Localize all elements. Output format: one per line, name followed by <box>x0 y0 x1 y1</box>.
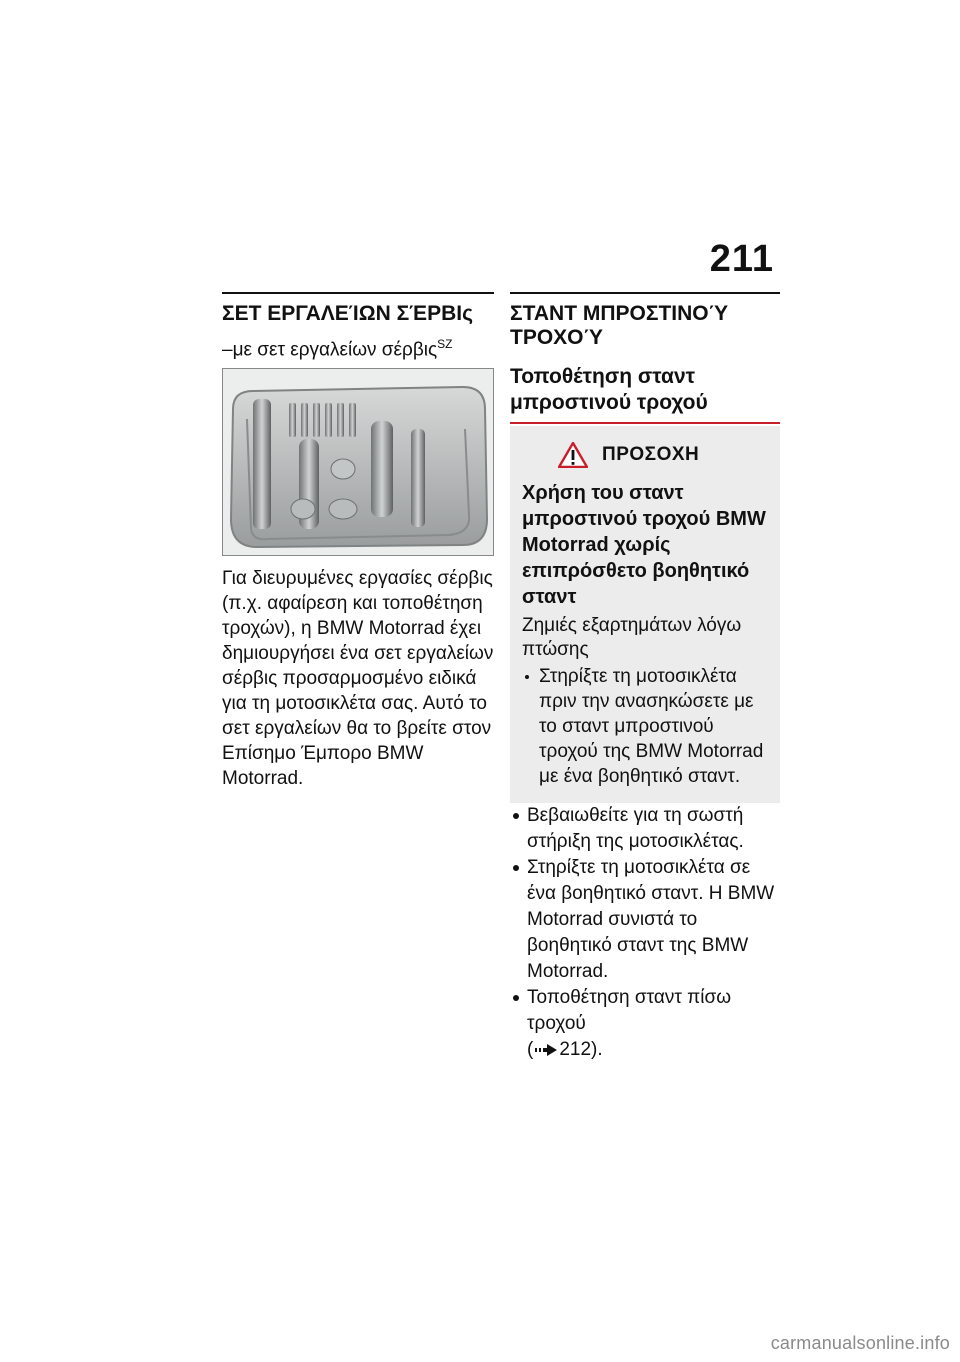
left-column <box>222 292 494 791</box>
caution-box <box>510 426 780 803</box>
caution-label: ΠΡΟΣΟΧΗ <box>602 444 700 465</box>
procedure-step: Στηρίξτε τη μοτοσικλέτα σε ένα βοηθητικό σταντ. Η BMW Motorrad συνιστά το βοηθητικό σταντ της BMW Motorrad. <box>510 855 780 985</box>
equipment-code: SZ <box>437 337 453 351</box>
service-kit-description: Για διευρυμένες εργασίες σέρβις (π.χ. αφαίρεση και τοποθέτηση τροχών), η BMW Motorrad έχει δημιουργήσει ένα σετ εργαλείων σέρβις προσαρμοσμένο ειδικά για τη μοτοσικλέτα σας. Αυτό το σετ εργαλείων θα το βρείτε στον Επίσημο Έμπορο BMW Motorrad. <box>222 568 494 790</box>
subsection-title-install-front-stand: Τοποθέτηση σταντ μπροστινού τροχού <box>510 365 708 414</box>
page-reference-arrow-icon <box>535 1044 557 1056</box>
toolkit-photo <box>222 368 494 556</box>
page-number: 211 <box>709 238 774 280</box>
caution-header <box>558 442 768 468</box>
section-rule <box>510 292 780 294</box>
warning-triangle-icon <box>558 442 588 468</box>
equipment-note <box>222 332 494 362</box>
section-title-front-stand: ΣΤΑΝΤ ΜΠΡΟΣΤΙΝΟΎ ΤΡΟΧΟΎ <box>510 302 729 349</box>
reference-text: Τοποθέτηση σταντ πίσω τροχού <box>527 987 732 1034</box>
procedure-steps <box>510 803 780 1063</box>
subsection-rule <box>510 422 780 424</box>
reference-page[interactable]: 212 <box>559 1039 592 1060</box>
section-rule <box>222 292 494 294</box>
caution-remedy: Στηρίξτε τη μοτοσικλέτα πριν την ανασηκώσετε με το σταντ μπροστινού τροχού της BMW Motorrad με ένα βοηθητικό σταντ. <box>522 664 768 789</box>
caution-hazard: Χρήση του σταντ μπροστινού τροχού BMW Motorrad χωρίς επιπρόσθετο βοηθητικό σταντ <box>522 482 766 608</box>
right-column <box>510 292 780 1063</box>
caution-remedy-list <box>522 664 768 789</box>
toolkit-illustration <box>223 369 493 555</box>
tool-long-bar <box>253 399 271 529</box>
watermark: carmanualsonline.info <box>770 1333 950 1353</box>
section-title-service-kit: ΣΕΤ ΕΡΓΑΛΕΊΩΝ ΣΈΡΒΙς <box>222 302 474 325</box>
procedure-step: Βεβαιωθείτε για τη σωστή στήριξη της μοτοσικλέτας. <box>510 803 780 855</box>
equipment-note-text: –με σετ εργαλείων σέρβις <box>222 339 438 361</box>
caution-consequence: Ζημιές εξαρτημάτων λόγω πτώσης <box>522 615 742 660</box>
procedure-step-reference[interactable]: Τοποθέτηση σταντ πίσω τροχού ( 212). <box>510 985 780 1063</box>
